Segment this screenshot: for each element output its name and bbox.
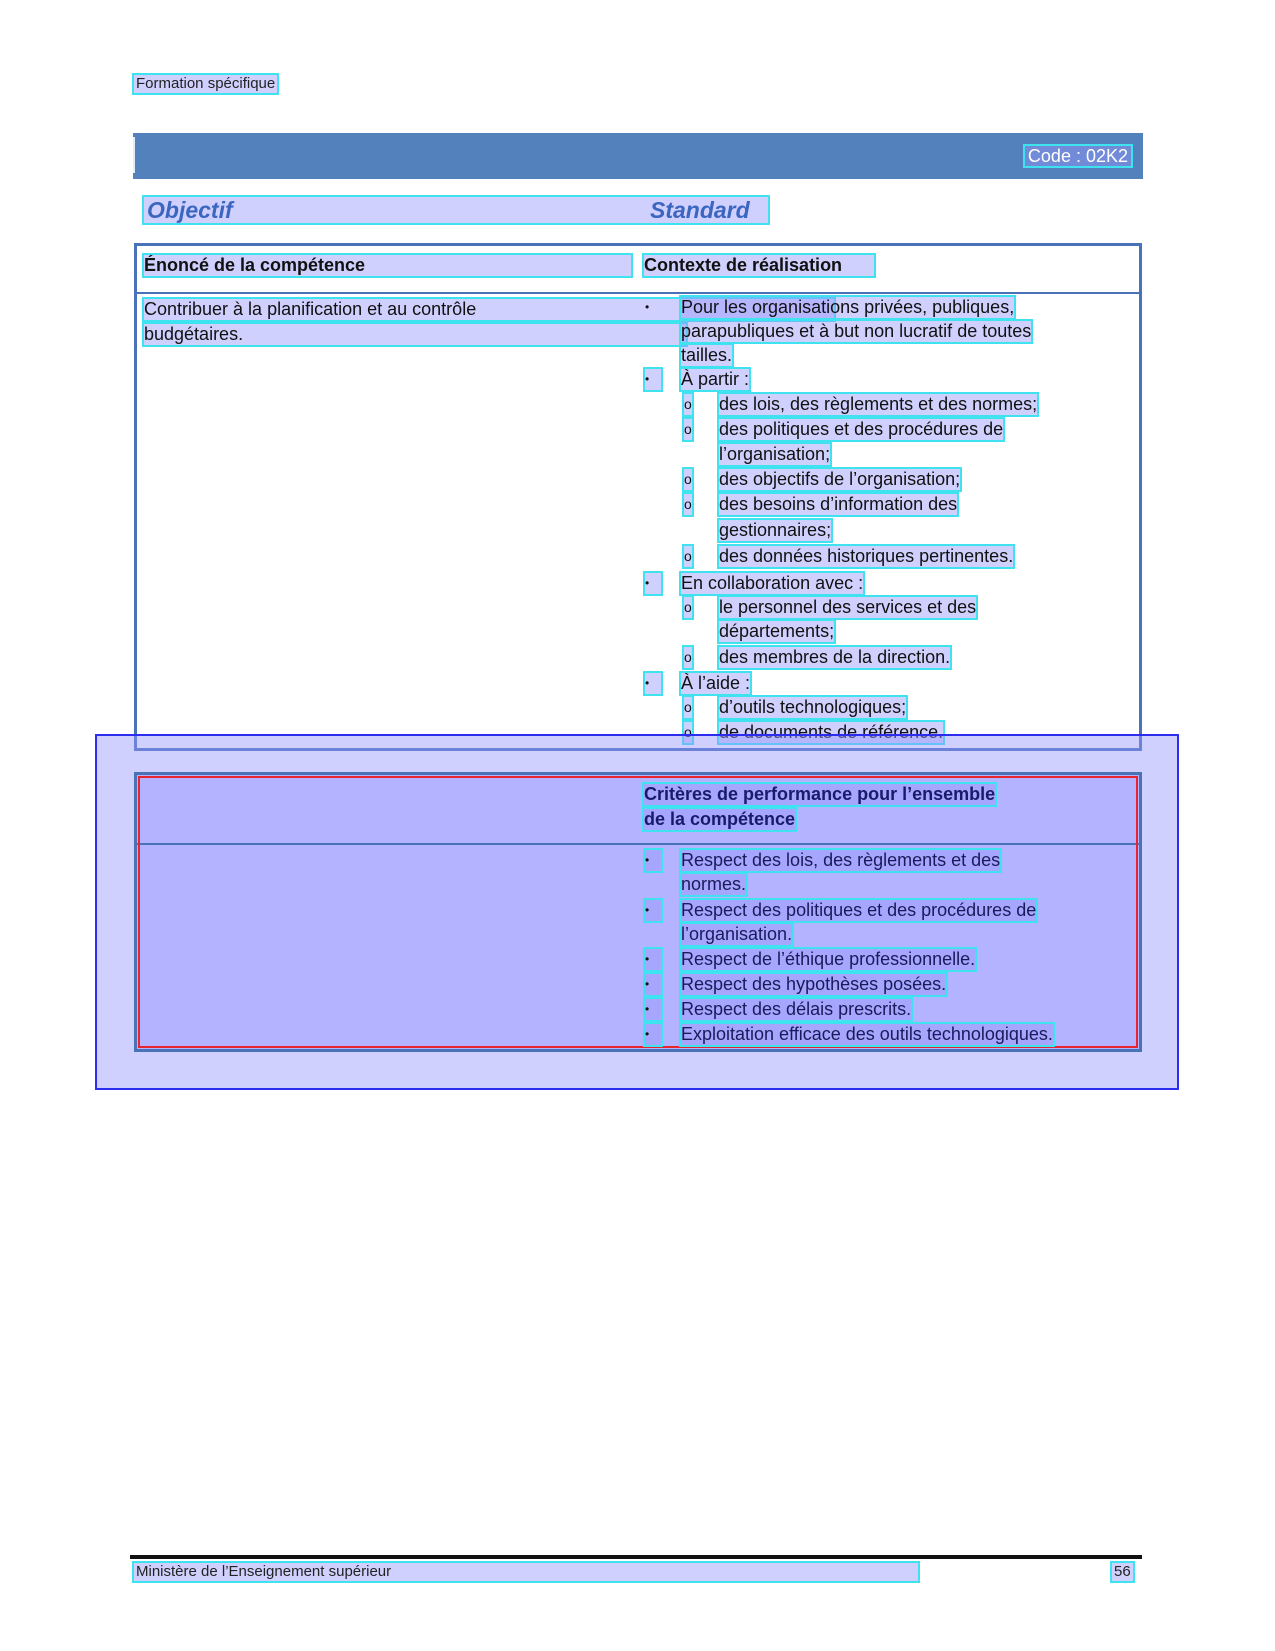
sub-bullet-icon: o [684, 722, 692, 743]
context-bullet3: En collaboration avec : [681, 573, 864, 593]
criterion-3: Respect de l’éthique professionnelle. [681, 949, 976, 969]
context-b2-sub5: des données historiques pertinentes. [719, 546, 1014, 566]
criterion-1-line1: Respect des lois, des règlements et des [681, 850, 1001, 870]
context-b3-sub2: des membres de la direction. [719, 647, 951, 667]
context-b2-sub3: des objectifs de l’organisation; [719, 469, 961, 489]
criterion-2-line2: l’organisation. [681, 924, 793, 944]
context-b4-sub2: de documents de référence. [719, 722, 944, 742]
criteria-header-line2: de la compétence [644, 809, 796, 829]
context-bullet2: À partir : [681, 369, 750, 389]
criterion-2-line1: Respect des politiques et des procédures de [681, 900, 1037, 920]
competence-statement-line1: Contribuer à la planification et au contrôle [144, 299, 834, 320]
code-bar [133, 133, 1143, 179]
sub-bullet-icon: o [684, 546, 692, 567]
bullet-icon: • [645, 300, 650, 314]
context-b2-sub4-line2: gestionnaires; [719, 520, 832, 540]
running-head: Formation spécifique [136, 75, 276, 92]
col-header-enonce: Énoncé de la compétence [144, 255, 631, 276]
competence-statement-line2: budgétaires. [144, 324, 686, 345]
sub-bullet-icon: o [684, 697, 692, 718]
footer-ministry: Ministère de l’Enseignement supérieur [134, 1563, 918, 1581]
code-label: Code : 02K2 [1025, 146, 1131, 166]
bullet-icon: • [645, 949, 661, 970]
bullet-icon: • [645, 999, 661, 1020]
section-title-standard: Standard [650, 197, 750, 223]
context-bullet4: À l’aide : [681, 673, 751, 693]
context-bullet1-line3: tailles. [681, 345, 733, 365]
table1-header-rule [137, 292, 1139, 294]
criterion-1-line2: normes. [681, 874, 747, 894]
context-b2-sub2-line2: l’organisation; [719, 444, 831, 464]
criterion-6: Exploitation efficace des outils technologiques. [681, 1024, 1053, 1044]
criterion-4: Respect des hypothèses posées. [681, 974, 947, 994]
sub-bullet-icon: o [684, 647, 692, 668]
bullet-icon: • [645, 673, 661, 694]
bullet-icon: • [645, 974, 661, 995]
sub-bullet-icon: o [684, 494, 692, 515]
criterion-5: Respect des délais prescrits. [681, 999, 912, 1019]
col-header-contexte: Contexte de réalisation [644, 255, 874, 276]
context-b3-sub1-line1: le personnel des services et des [719, 597, 977, 617]
context-b3-sub1-line2: départements; [719, 621, 835, 641]
context-b4-sub1: d’outils technologiques; [719, 697, 907, 717]
bullet-icon: • [645, 573, 661, 594]
context-bullet1-line1: Pour les organisations privées, publiques, [681, 297, 1015, 317]
bullet-icon: • [645, 369, 661, 390]
context-bullet1-line2: parapubliques et à but non lucratif de toutes [681, 321, 1032, 341]
sub-bullet-icon: o [684, 469, 692, 490]
footer-rule [130, 1555, 1142, 1559]
section-title-objectif: Objectif [144, 197, 768, 223]
code-bar-divider [133, 137, 135, 173]
context-b2-sub4-line1: des besoins d’information des [719, 494, 958, 514]
sub-bullet-icon: o [684, 419, 692, 440]
bullet-icon: • [645, 850, 661, 871]
bullet-icon: • [645, 900, 661, 921]
criteria-header-line1: Critères de performance pour l’ensemble [644, 784, 996, 804]
context-b2-sub2-line1: des politiques et des procédures de [719, 419, 1004, 439]
sub-bullet-icon: o [684, 394, 692, 415]
sub-bullet-icon: o [684, 597, 692, 618]
page-number: 56 [1114, 1563, 1131, 1580]
context-b2-sub1: des lois, des règlements et des normes; [719, 394, 1038, 414]
bullet-icon: • [645, 1024, 661, 1045]
